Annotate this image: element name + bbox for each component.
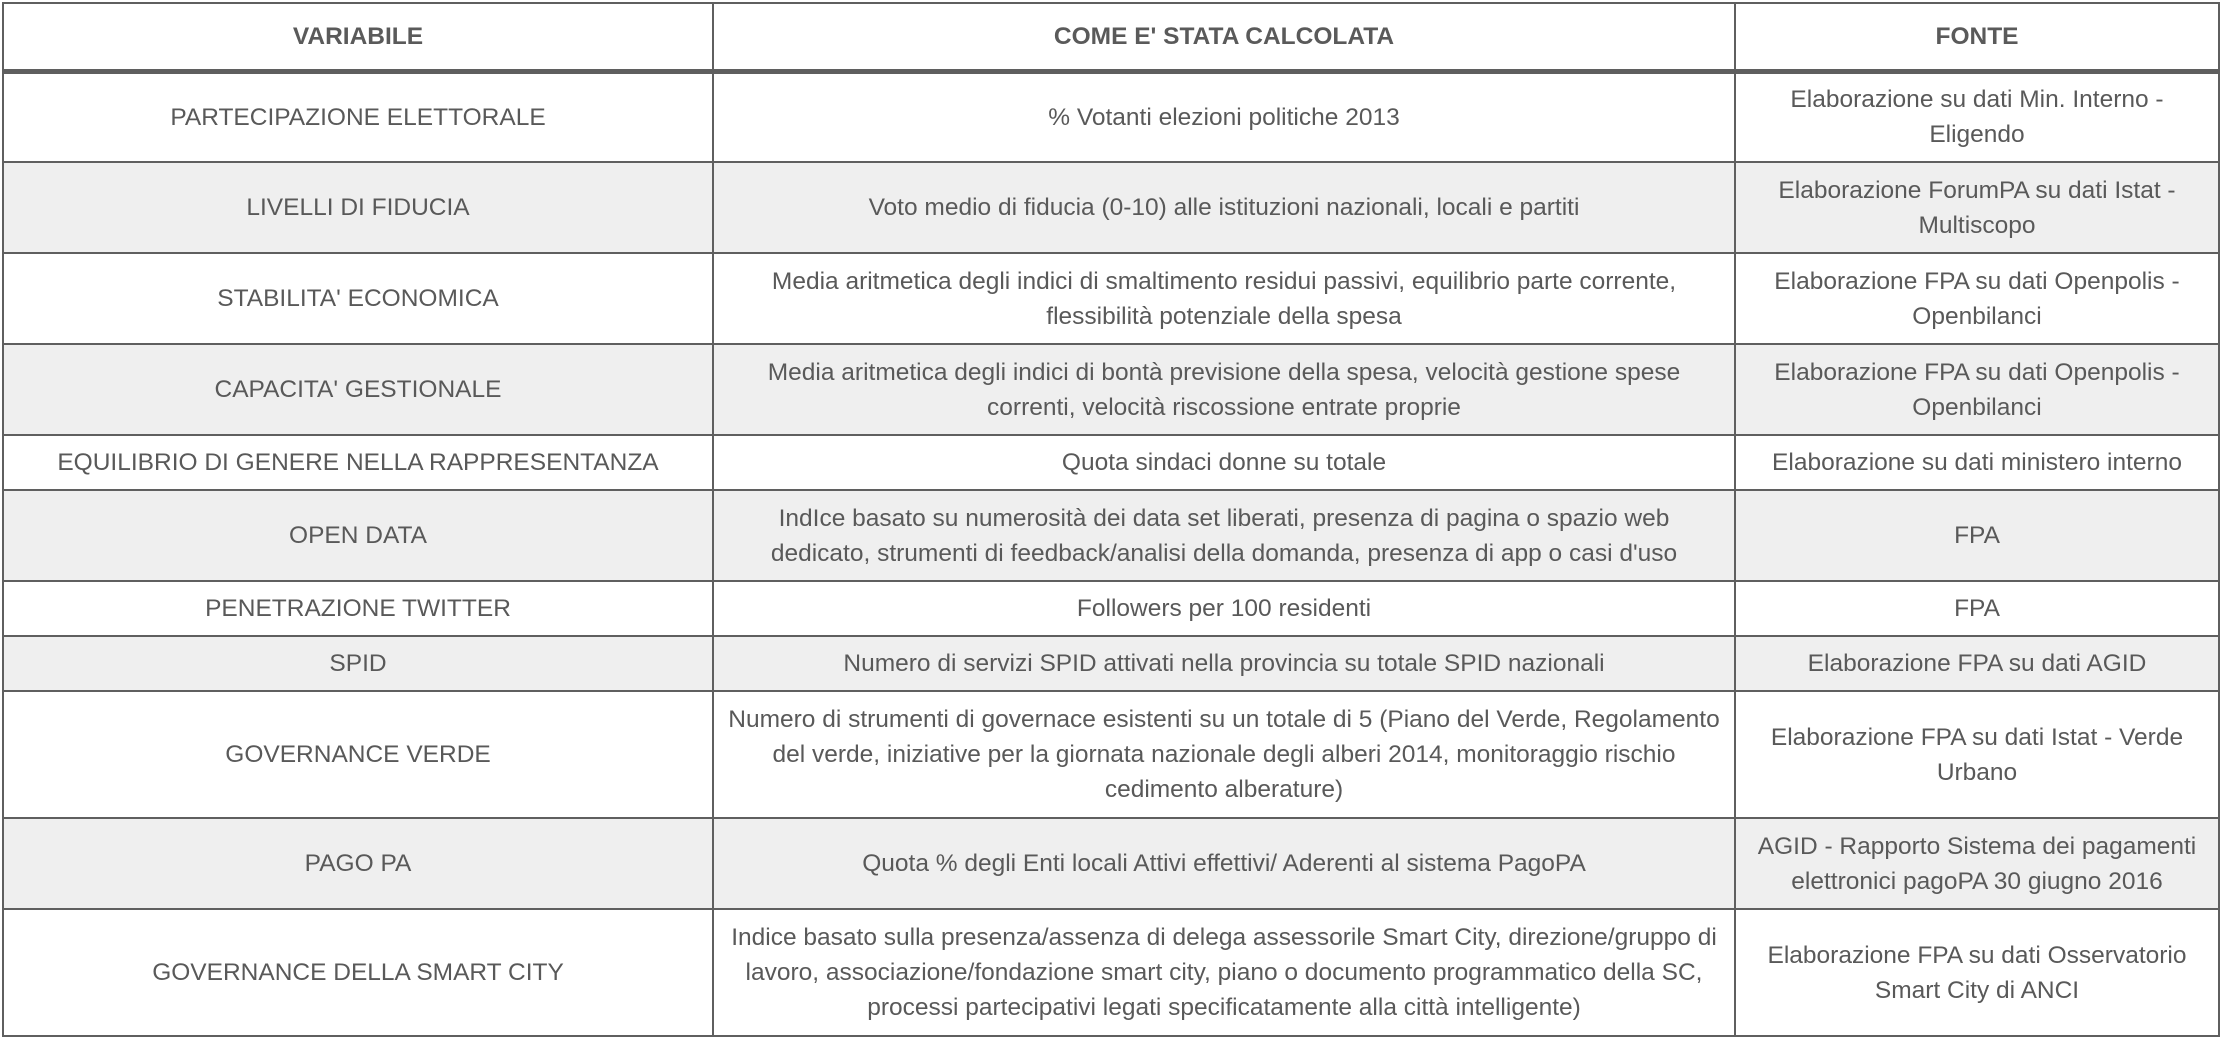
header-fonte: FONTE (1735, 3, 2219, 71)
table-row (3, 344, 2219, 435)
cell-fonte: Elaborazione FPA su dati Istat - Verde Urbano (1735, 691, 2219, 818)
table-row (3, 162, 2219, 253)
cell-variabile: PENETRAZIONE TWITTER (3, 581, 713, 636)
cell-fonte: FPA (1735, 490, 2219, 581)
header-calcolo: COME E' STATA CALCOLATA (713, 3, 1735, 71)
cell-calcolo: Quota % degli Enti locali Attivi effettivi/ Aderenti al sistema PagoPA (713, 818, 1735, 909)
cell-variabile: GOVERNANCE DELLA SMART CITY (3, 909, 713, 1036)
cell-fonte: FPA (1735, 581, 2219, 636)
cell-variabile: EQUILIBRIO DI GENERE NELLA RAPPRESENTANZA (3, 435, 713, 490)
cell-calcolo: Media aritmetica degli indici di smaltimento residui passivi, equilibrio parte corrente, flessibilità potenziale della spesa (713, 253, 1735, 344)
table-row (3, 581, 2219, 636)
table-row (3, 435, 2219, 490)
table-row (3, 490, 2219, 581)
cell-calcolo: Quota sindaci donne su totale (713, 435, 1735, 490)
cell-variabile: STABILITA' ECONOMICA (3, 253, 713, 344)
header-variabile: VARIABILE (3, 3, 713, 71)
table-row (3, 636, 2219, 691)
cell-variabile: LIVELLI DI FIDUCIA (3, 162, 713, 253)
cell-calcolo: % Votanti elezioni politiche 2013 (713, 71, 1735, 162)
cell-variabile: OPEN DATA (3, 490, 713, 581)
cell-variabile: PAGO PA (3, 818, 713, 909)
cell-fonte: Elaborazione FPA su dati Openpolis - Openbilanci (1735, 253, 2219, 344)
cell-fonte: Elaborazione FPA su dati Openpolis - Openbilanci (1735, 344, 2219, 435)
cell-calcolo: Indice basato sulla presenza/assenza di delega assessorile Smart City, direzione/gruppo di lavoro, associazione/fondazione smart city, piano o documento programmatico della SC, processi partecipativi legati specificatamente alla città intelligente) (713, 909, 1735, 1036)
cell-fonte: Elaborazione su dati Min. Interno - Eligendo (1735, 71, 2219, 162)
cell-calcolo: IndIce basato su numerosità dei data set liberati, presenza di pagina o spazio web dedicato, strumenti di feedback/analisi della domanda, presenza di app o casi d'uso (713, 490, 1735, 581)
table-row (3, 818, 2219, 909)
cell-fonte: Elaborazione su dati ministero interno (1735, 435, 2219, 490)
cell-fonte: Elaborazione FPA su dati AGID (1735, 636, 2219, 691)
cell-calcolo: Media aritmetica degli indici di bontà previsione della spesa, velocità gestione spese correnti, velocità riscossione entrate proprie (713, 344, 1735, 435)
table-row (3, 691, 2219, 818)
cell-variabile: GOVERNANCE VERDE (3, 691, 713, 818)
table-header-row (3, 3, 2219, 71)
cell-fonte: AGID - Rapporto Sistema dei pagamenti elettronici pagoPA 30 giugno 2016 (1735, 818, 2219, 909)
table-row (3, 253, 2219, 344)
cell-variabile: CAPACITA' GESTIONALE (3, 344, 713, 435)
cell-variabile: SPID (3, 636, 713, 691)
cell-calcolo: Followers per 100 residenti (713, 581, 1735, 636)
table-row (3, 909, 2219, 1036)
cell-fonte: Elaborazione FPA su dati Osservatorio Smart City di ANCI (1735, 909, 2219, 1036)
cell-calcolo: Voto medio di fiducia (0-10) alle istituzioni nazionali, locali e partiti (713, 162, 1735, 253)
variables-table-container (2, 2, 2218, 1037)
variables-table (2, 2, 2220, 1037)
cell-calcolo: Numero di strumenti di governace esistenti su un totale di 5 (Piano del Verde, Regolamento del verde, iniziative per la giornata nazionale degli alberi 2014, monitoraggio rischio cedimento alberature) (713, 691, 1735, 818)
cell-variabile: PARTECIPAZIONE ELETTORALE (3, 71, 713, 162)
cell-fonte: Elaborazione ForumPA su dati Istat - Multiscopo (1735, 162, 2219, 253)
cell-calcolo: Numero di servizi SPID attivati nella provincia su totale SPID nazionali (713, 636, 1735, 691)
table-row (3, 71, 2219, 162)
